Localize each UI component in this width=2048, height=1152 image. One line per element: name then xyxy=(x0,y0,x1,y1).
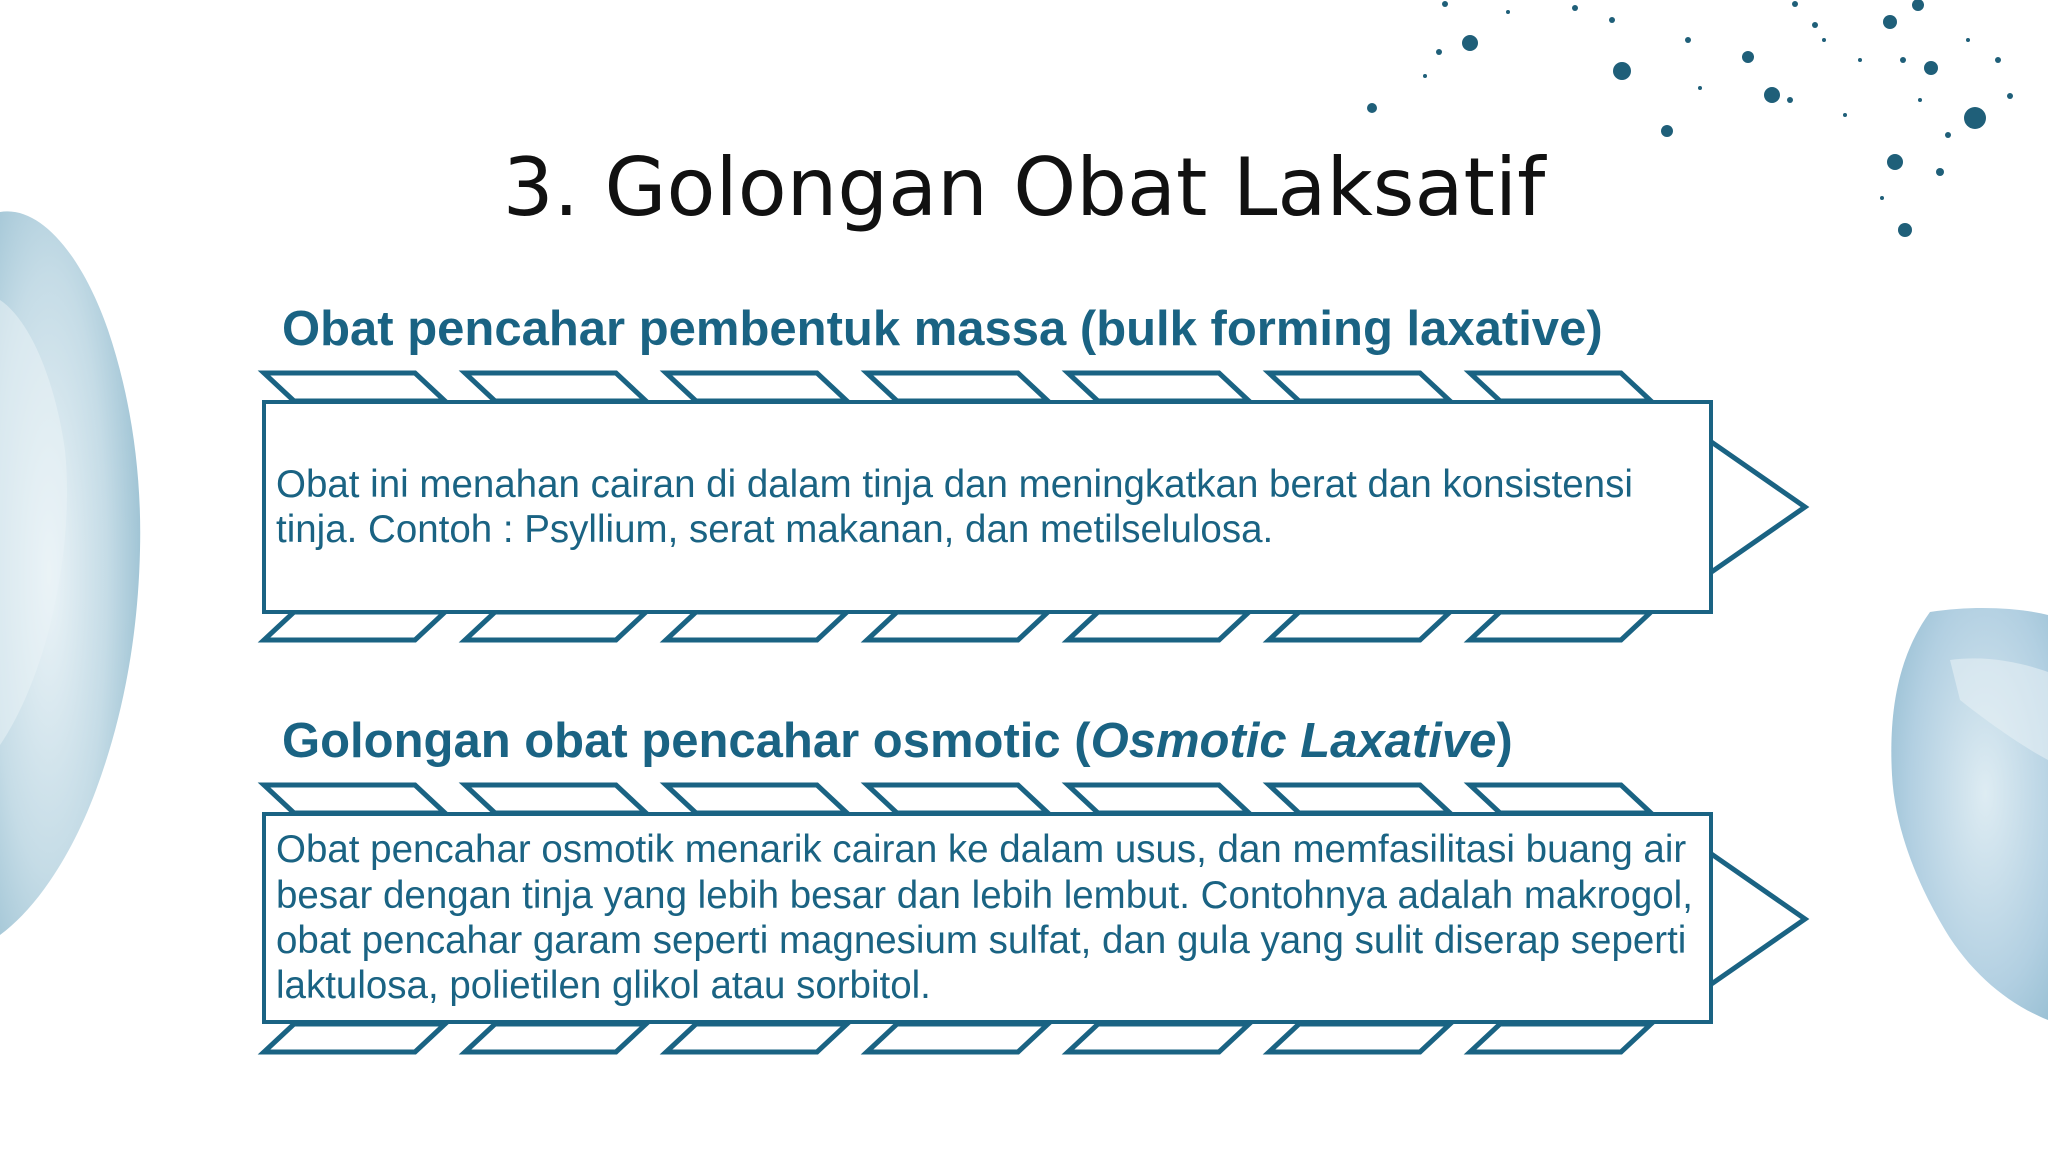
chevron-tab-top xyxy=(1470,785,1651,813)
chevron-tab-top xyxy=(1269,785,1450,813)
chevron-tab-top xyxy=(1470,373,1651,401)
chevron-tab-bottom xyxy=(867,1024,1048,1052)
chevron-tab-top xyxy=(1068,785,1249,813)
chevron-box-bulk-forming xyxy=(262,400,1713,614)
chevron-tab-top xyxy=(264,373,445,401)
chevron-tab-top xyxy=(264,785,445,813)
slide-title: 3. Golongan Obat Laksatif xyxy=(502,141,1546,234)
chevron-arrow-tip xyxy=(1710,853,1805,985)
chevron-tab-top xyxy=(465,785,646,813)
chevron-box-osmotic xyxy=(262,812,1713,1024)
chevron-tab-top xyxy=(465,373,646,401)
chevron-tab-top xyxy=(666,785,847,813)
chevron-tab-bottom xyxy=(1470,1024,1651,1052)
chevron-tab-bottom xyxy=(1068,612,1249,640)
chevron-tab-bottom xyxy=(264,1024,445,1052)
chevron-tab-top xyxy=(1068,373,1249,401)
heading-text: Golongan obat pencahar osmotic ( xyxy=(282,714,1091,768)
heading-italic-text: Osmotic Laxative xyxy=(1090,714,1497,768)
chevron-tab-bottom xyxy=(1269,612,1450,640)
section-heading-bulk-forming: Obat pencahar pembentuk massa (bulk forming laxative) xyxy=(282,302,1603,356)
chevron-tab-bottom xyxy=(666,612,847,640)
section-heading-osmotic xyxy=(282,712,1513,771)
chevron-tab-bottom xyxy=(1470,612,1651,640)
chevron-tab-bottom xyxy=(1068,1024,1249,1052)
chevron-tab-bottom xyxy=(867,612,1048,640)
section-description-osmotic: Obat pencahar osmotik menarik cairan ke dalam usus, dan memfasilitasi buang air besar dengan tinja yang lebih besar dan lebih lembut. Contohnya adalah makrogol, obat pencahar garam seperti magnesium sulfat, dan gula yang sulit diserap seperti laktulosa, polietilen glikol atau sorbitol. xyxy=(276,828,1693,1008)
chevron-tab-bottom xyxy=(465,612,646,640)
heading-text: ) xyxy=(1496,714,1513,768)
section-description-bulk-forming: Obat ini menahan cairan di dalam tinja dan meningkatkan berat dan konsistensi tinja. Contoh : Psyllium, serat makanan, dan metilselulosa. xyxy=(276,462,1633,551)
chevron-tab-top xyxy=(867,373,1048,401)
chevron-tab-top xyxy=(867,785,1048,813)
chevron-tab-bottom xyxy=(1269,1024,1450,1052)
chevron-arrow-tip xyxy=(1710,441,1805,573)
chevron-tab-bottom xyxy=(465,1024,646,1052)
chevron-tab-top xyxy=(1269,373,1450,401)
chevron-tab-bottom xyxy=(666,1024,847,1052)
chevron-tab-top xyxy=(666,373,847,401)
chevron-tab-bottom xyxy=(264,612,445,640)
